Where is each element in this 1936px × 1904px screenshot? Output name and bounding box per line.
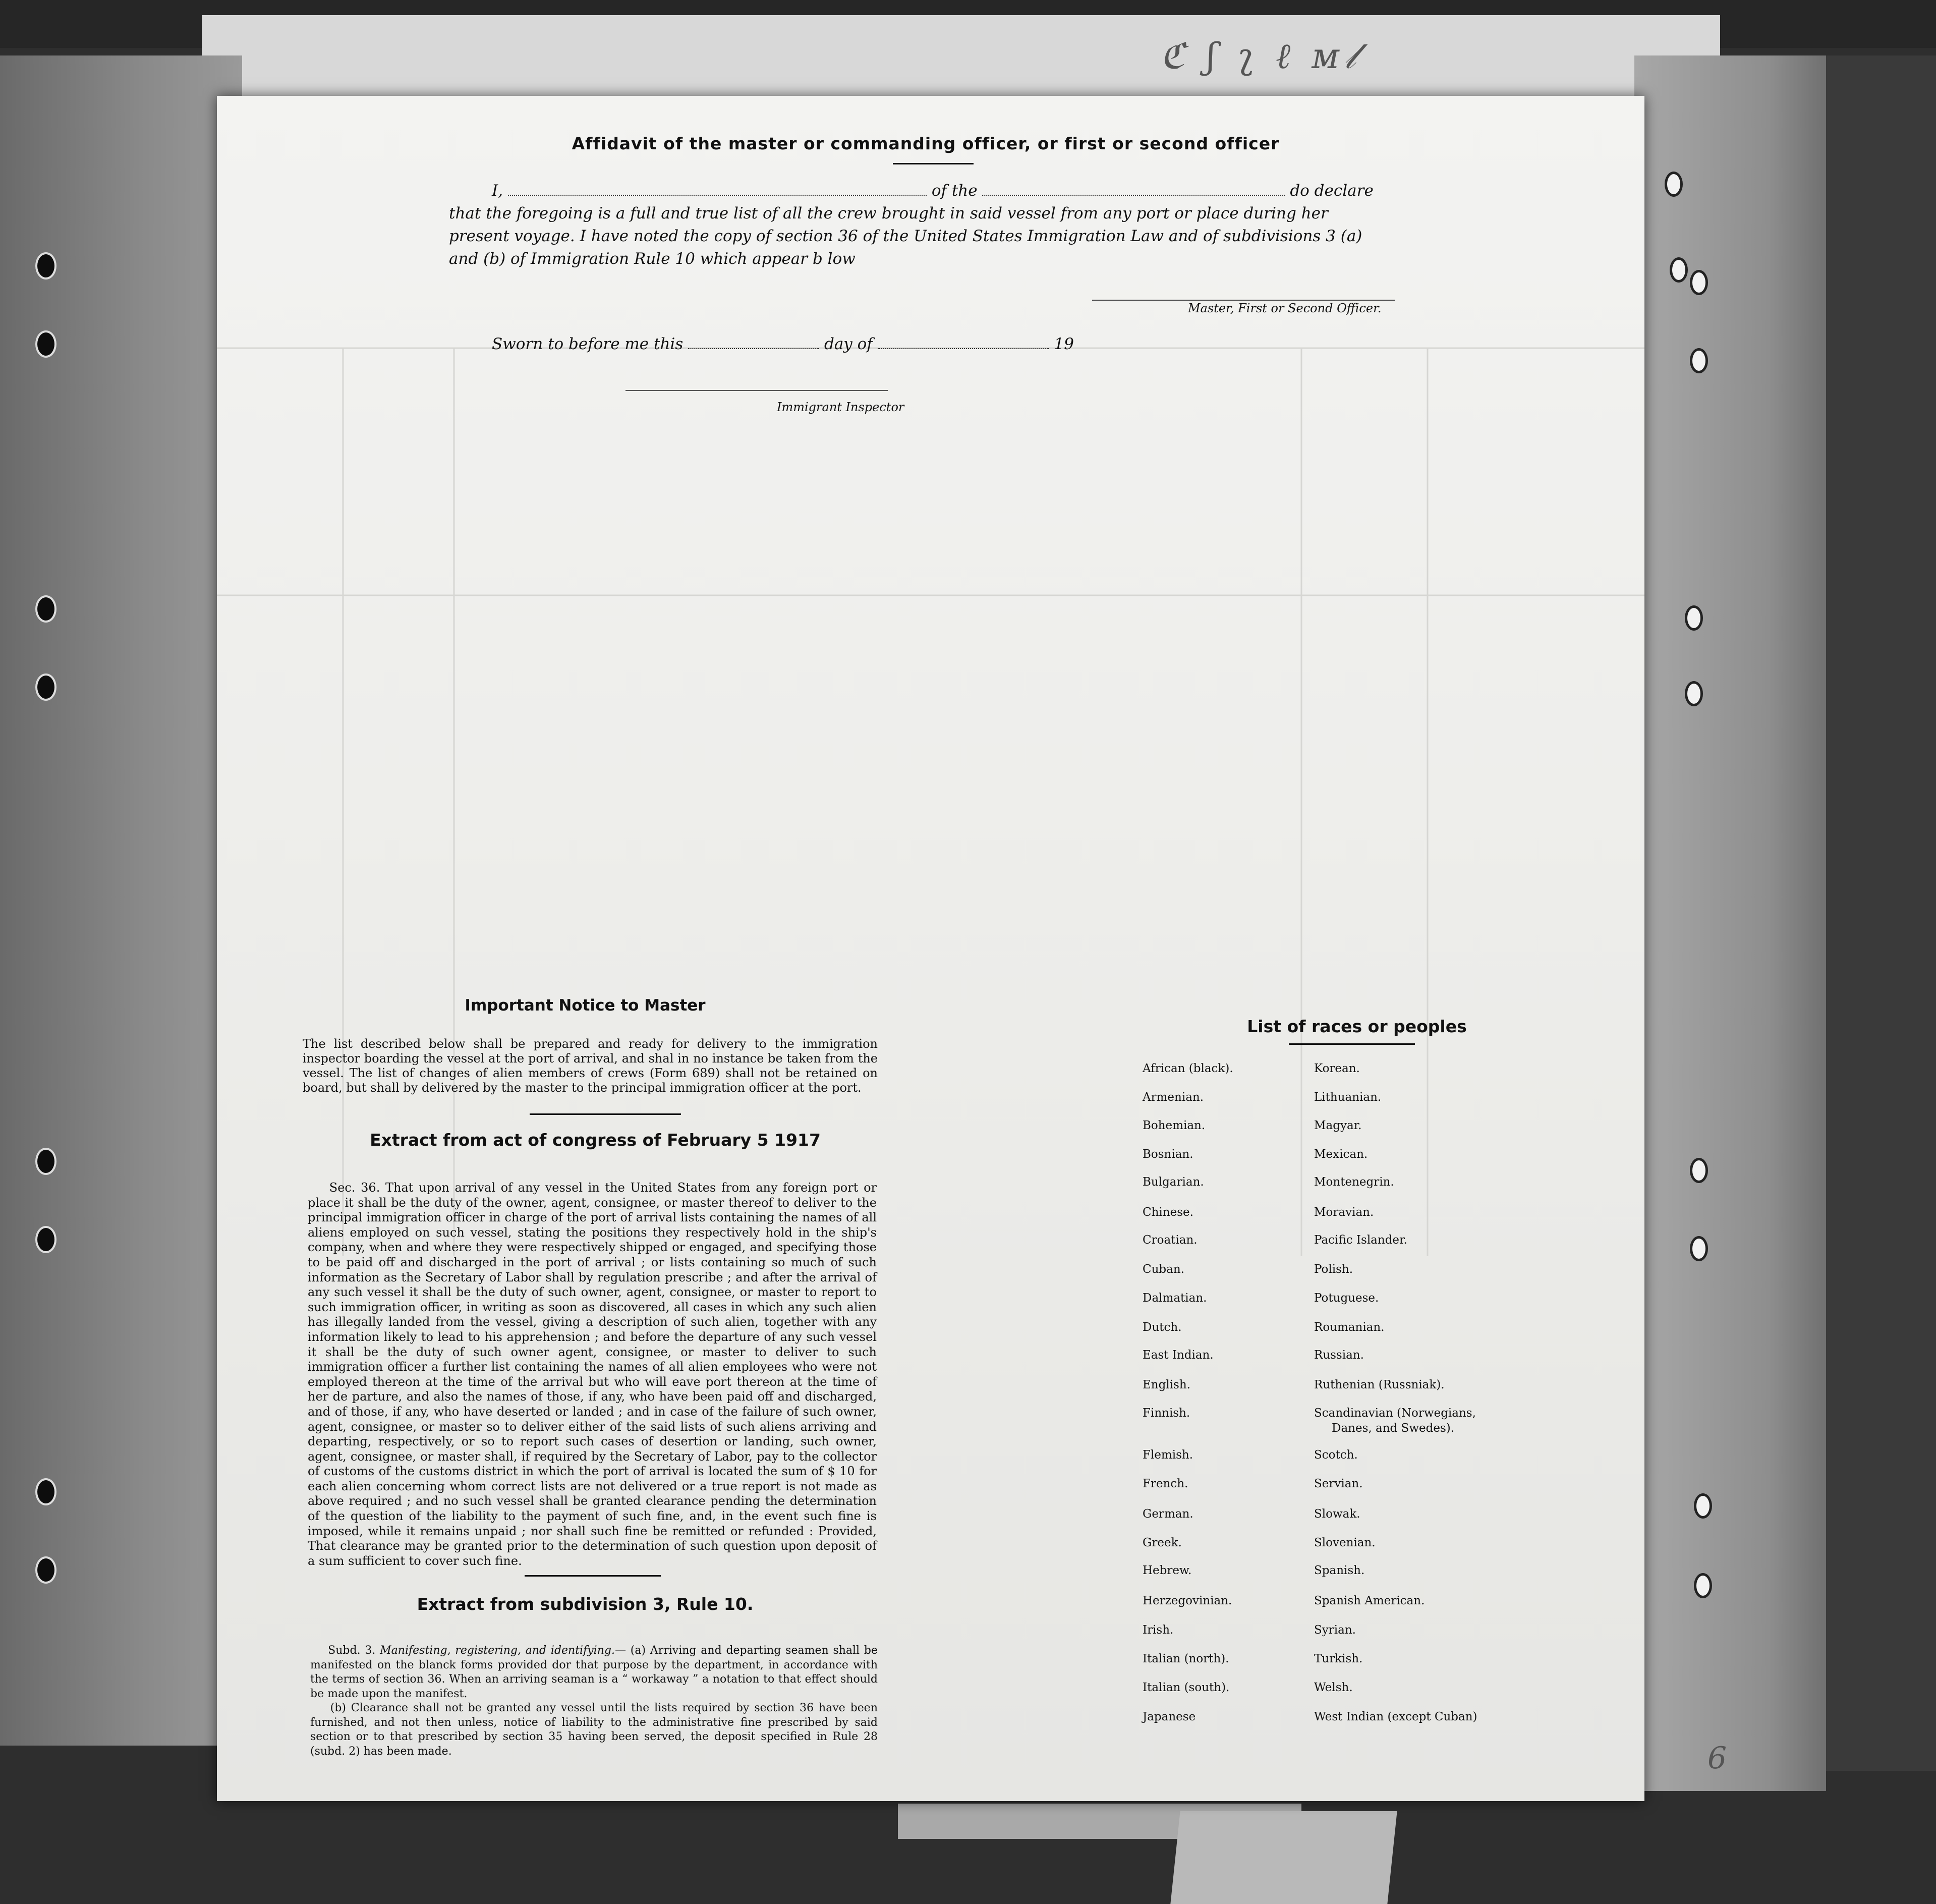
month-blank (878, 346, 1049, 349)
punch-hole (1690, 1158, 1708, 1183)
day-blank (688, 346, 819, 349)
rule-10-text (310, 1644, 878, 1759)
punch-hole (35, 330, 56, 358)
race-item: Korean. (1314, 1062, 1360, 1075)
punch-hole (35, 1226, 56, 1253)
notice-title: Important Notice to Master (465, 996, 706, 1015)
affidavit-line-4: and (b) of Immigration Rule 10 which appear b low (449, 250, 856, 268)
race-item: African (black). (1143, 1062, 1233, 1075)
race-item: Pacific Islander. (1314, 1234, 1407, 1247)
race-item: Dalmatian. (1143, 1292, 1207, 1305)
race-item: Cuban. (1143, 1263, 1184, 1276)
punch-hole (35, 1556, 56, 1584)
race-item: Bosnian. (1143, 1148, 1193, 1161)
race-item: Scandinavian (Norwegians, (1314, 1407, 1476, 1420)
race-item: Montenegrin. (1314, 1175, 1394, 1189)
inspector-label: Immigrant Inspector (777, 400, 904, 414)
affidavit-line-3: present voyage. I have noted the copy of section 36 of the United States Immigration Law and of subdivisions 3 (a) (449, 227, 1362, 245)
punch-hole (1665, 172, 1683, 197)
handwritten-scrawl: ℭ ʃ ʅ ℓ ᴍ𝓁 (1160, 35, 1361, 77)
subd-label: Subd. 3. (328, 1644, 376, 1657)
race-item: Lithuanian. (1314, 1091, 1382, 1104)
rule-part-b: (b) Clearance shall not be granted any vessel until the lists required by section 36 have been furnished, and not then unless, notice of liability to the administrative fine prescribed by said section or to that prescribed by section 35 having been served, the deposit specified in Rule 28 (subd. 2) has been made. (310, 1702, 878, 1758)
inspector-signature-line (625, 390, 888, 391)
race-item: Greek. (1143, 1536, 1182, 1549)
rule-part-a: (a) Arriving and departing seamen shall be manifested on the blanck forms provided dor that purpose by the department, in accordance with the terms of section 36. When an arriving seaman is a “ workaway ” a notation to that effect should be made upon the manifest. (310, 1644, 878, 1700)
act-extract-title: Extract from act of congress of February 5 1917 (370, 1130, 821, 1150)
race-item: Slovenian. (1314, 1536, 1376, 1549)
punch-hole (35, 1148, 56, 1175)
race-item: Italian (south). (1143, 1681, 1230, 1694)
punch-hole (35, 1478, 56, 1505)
race-item: Scotch. (1314, 1448, 1358, 1462)
underlying-page-top (202, 15, 1720, 96)
race-item: Bulgarian. (1143, 1175, 1204, 1189)
race-item: Herzegovinian. (1143, 1594, 1232, 1607)
notice-body: The list described below shall be prepared and ready for delivery to the immigration inspector boarding the vessel at the port of arrival, and shal in no instance be taken from the vessel. The list of changes of alien members of crews (Form 689) shall not be retained on board, but shall by delivered by the master to the principal immigration officer at the port. (303, 1037, 878, 1095)
race-item: Moravian. (1314, 1206, 1374, 1219)
race-item: Bohemian. (1143, 1119, 1206, 1132)
race-item: Spanish American. (1314, 1594, 1425, 1607)
section-label: Sec. 36. (329, 1181, 380, 1195)
race-item: Italian (north). (1143, 1652, 1229, 1665)
affidavit-line-2: that the foregoing is a full and true list of all the crew brought in said vessel from any port or place during her (449, 204, 1328, 222)
race-item: Syrian. (1314, 1623, 1356, 1637)
sworn-day-of: day of (824, 335, 873, 353)
rule-heading: Manifesting, registering, and identifying.— (380, 1644, 626, 1657)
punch-hole (1690, 1236, 1708, 1261)
race-item: Welsh. (1314, 1681, 1353, 1694)
paper-tab (1170, 1811, 1397, 1904)
affidavit-line-1 (492, 182, 1374, 200)
vessel-blank (982, 193, 1285, 196)
race-item: Armenian. (1143, 1091, 1204, 1104)
race-item: Flemish. (1143, 1448, 1193, 1462)
punch-hole (1685, 605, 1703, 631)
punch-hole (1690, 348, 1708, 373)
race-item: Croatian. (1143, 1234, 1198, 1247)
race-item: Irish. (1143, 1623, 1174, 1637)
punch-hole (1670, 257, 1688, 283)
affidavit-declare: do declare (1290, 182, 1374, 200)
sworn-prefix: Sworn to before me this (492, 335, 684, 353)
punch-hole (35, 595, 56, 623)
sworn-line (492, 335, 1074, 353)
rule-extract-title: Extract from subdivision 3, Rule 10. (417, 1594, 754, 1614)
affidavit-title: Affidavit of the master or commanding officer, or first or second officer (572, 134, 1280, 153)
race-item: Dutch. (1143, 1321, 1182, 1334)
section-36-text (308, 1181, 877, 1569)
race-item: Finnish. (1143, 1407, 1190, 1420)
race-item: Potuguese. (1314, 1292, 1379, 1305)
sworn-year: 19 (1054, 335, 1074, 353)
race-item: Servian. (1314, 1477, 1363, 1490)
punch-hole (1694, 1573, 1712, 1598)
punch-hole (35, 252, 56, 279)
race-item: Magyar. (1314, 1119, 1362, 1132)
affidavit-prefix: I, (492, 182, 503, 200)
race-item: Russian. (1314, 1349, 1364, 1362)
race-item: Slowak. (1314, 1507, 1360, 1521)
signature-line (1092, 300, 1395, 301)
section-36-body: That upon arrival of any vessel in the United States from any foreign port or place it shall be the duty of the owner, agent, consignee, or master thereof to deliver to the principal immigration officer in charge of the port of arrival lists containing the names of all aliens employed on such vessel, stating the positions they respectively hold in the ship's company, when and where they were respectively shipped or engaged, and specifying those to be paid off and discharged in the port of arrival ; or lists containing so much of such information as the Secretary of Labor shall by regulation prescribe ; and after the arrival of any such vessel it shall be the duty of such owner, agent, consignee, or master to report to such immigration officer, in writing as soon as discovered, all cases in which any such alien has illegally landed from the vessel, giving a description of such alien, together with any information likely to lead to his apprehension ; and before the departure of any such vessel it shall be the duty of such owner agent, consignee, or master to deliver to such immigration officer a further list containing the names of all alien employees who were not employed thereon at the time of the arrival but who will eave port thereon at the time of her de parture, and also the names of those, if any, who have been paid off and discharged, and of those, if any, who have deserted or landed ; and in case of the failure of such owner, agent, consignee, or master so to deliver either of the said lists of such aliens arriving and departing, respectively, or so to report such cases of desertion or landing, such owner, agent, consignee, or master shall, if required by the Secretary of Labor, pay to the collector of customs of the customs district in which the port of arrival is located the sum of $ 10 for each alien concerning whom correct lists are not delivered or a true report is not made as above required ; and no such vessel shall be granted clearance pending the determination of the question of the liability to the payment of such fine, and, in the event such fine is imposed, while it remains unpaid ; nor shall such fine be remitted or refunded : Provided, That clearance may be granted prior to the determination of such question upon deposit of a sum sufficient to cover such fine. (308, 1181, 877, 1568)
race-item: West Indian (except Cuban) (1314, 1710, 1477, 1723)
divider (525, 1575, 661, 1577)
race-item: Mexican. (1314, 1148, 1368, 1161)
race-item: Ruthenian (Russniak). (1314, 1378, 1445, 1391)
punch-hole (1690, 270, 1708, 295)
race-item: Danes, and Swedes). (1332, 1422, 1455, 1435)
title-underline (893, 163, 974, 164)
punch-hole (35, 674, 56, 701)
race-item: Hebrew. (1143, 1564, 1192, 1577)
race-item: French. (1143, 1477, 1188, 1490)
race-item: Japanese (1143, 1710, 1196, 1723)
punch-hole (1694, 1493, 1712, 1519)
race-item: German. (1143, 1507, 1193, 1521)
punch-hole (1685, 681, 1703, 706)
race-item: Spanish. (1314, 1564, 1365, 1577)
divider (530, 1113, 681, 1115)
races-title: List of races or peoples (1247, 1017, 1467, 1036)
race-item: English. (1143, 1378, 1190, 1391)
race-item: Turkish. (1314, 1652, 1363, 1665)
race-item: Roumanian. (1314, 1321, 1385, 1334)
divider (1289, 1043, 1415, 1045)
name-blank (508, 193, 927, 196)
underlying-page-right (1634, 55, 1826, 1791)
race-item: Chinese. (1143, 1206, 1193, 1219)
race-item: Polish. (1314, 1263, 1353, 1276)
race-item: East Indian. (1143, 1349, 1214, 1362)
master-label: Master, First or Second Officer. (1188, 301, 1382, 315)
margin-note: 6 (1707, 1741, 1727, 1776)
affidavit-of-the: of the (931, 182, 978, 200)
